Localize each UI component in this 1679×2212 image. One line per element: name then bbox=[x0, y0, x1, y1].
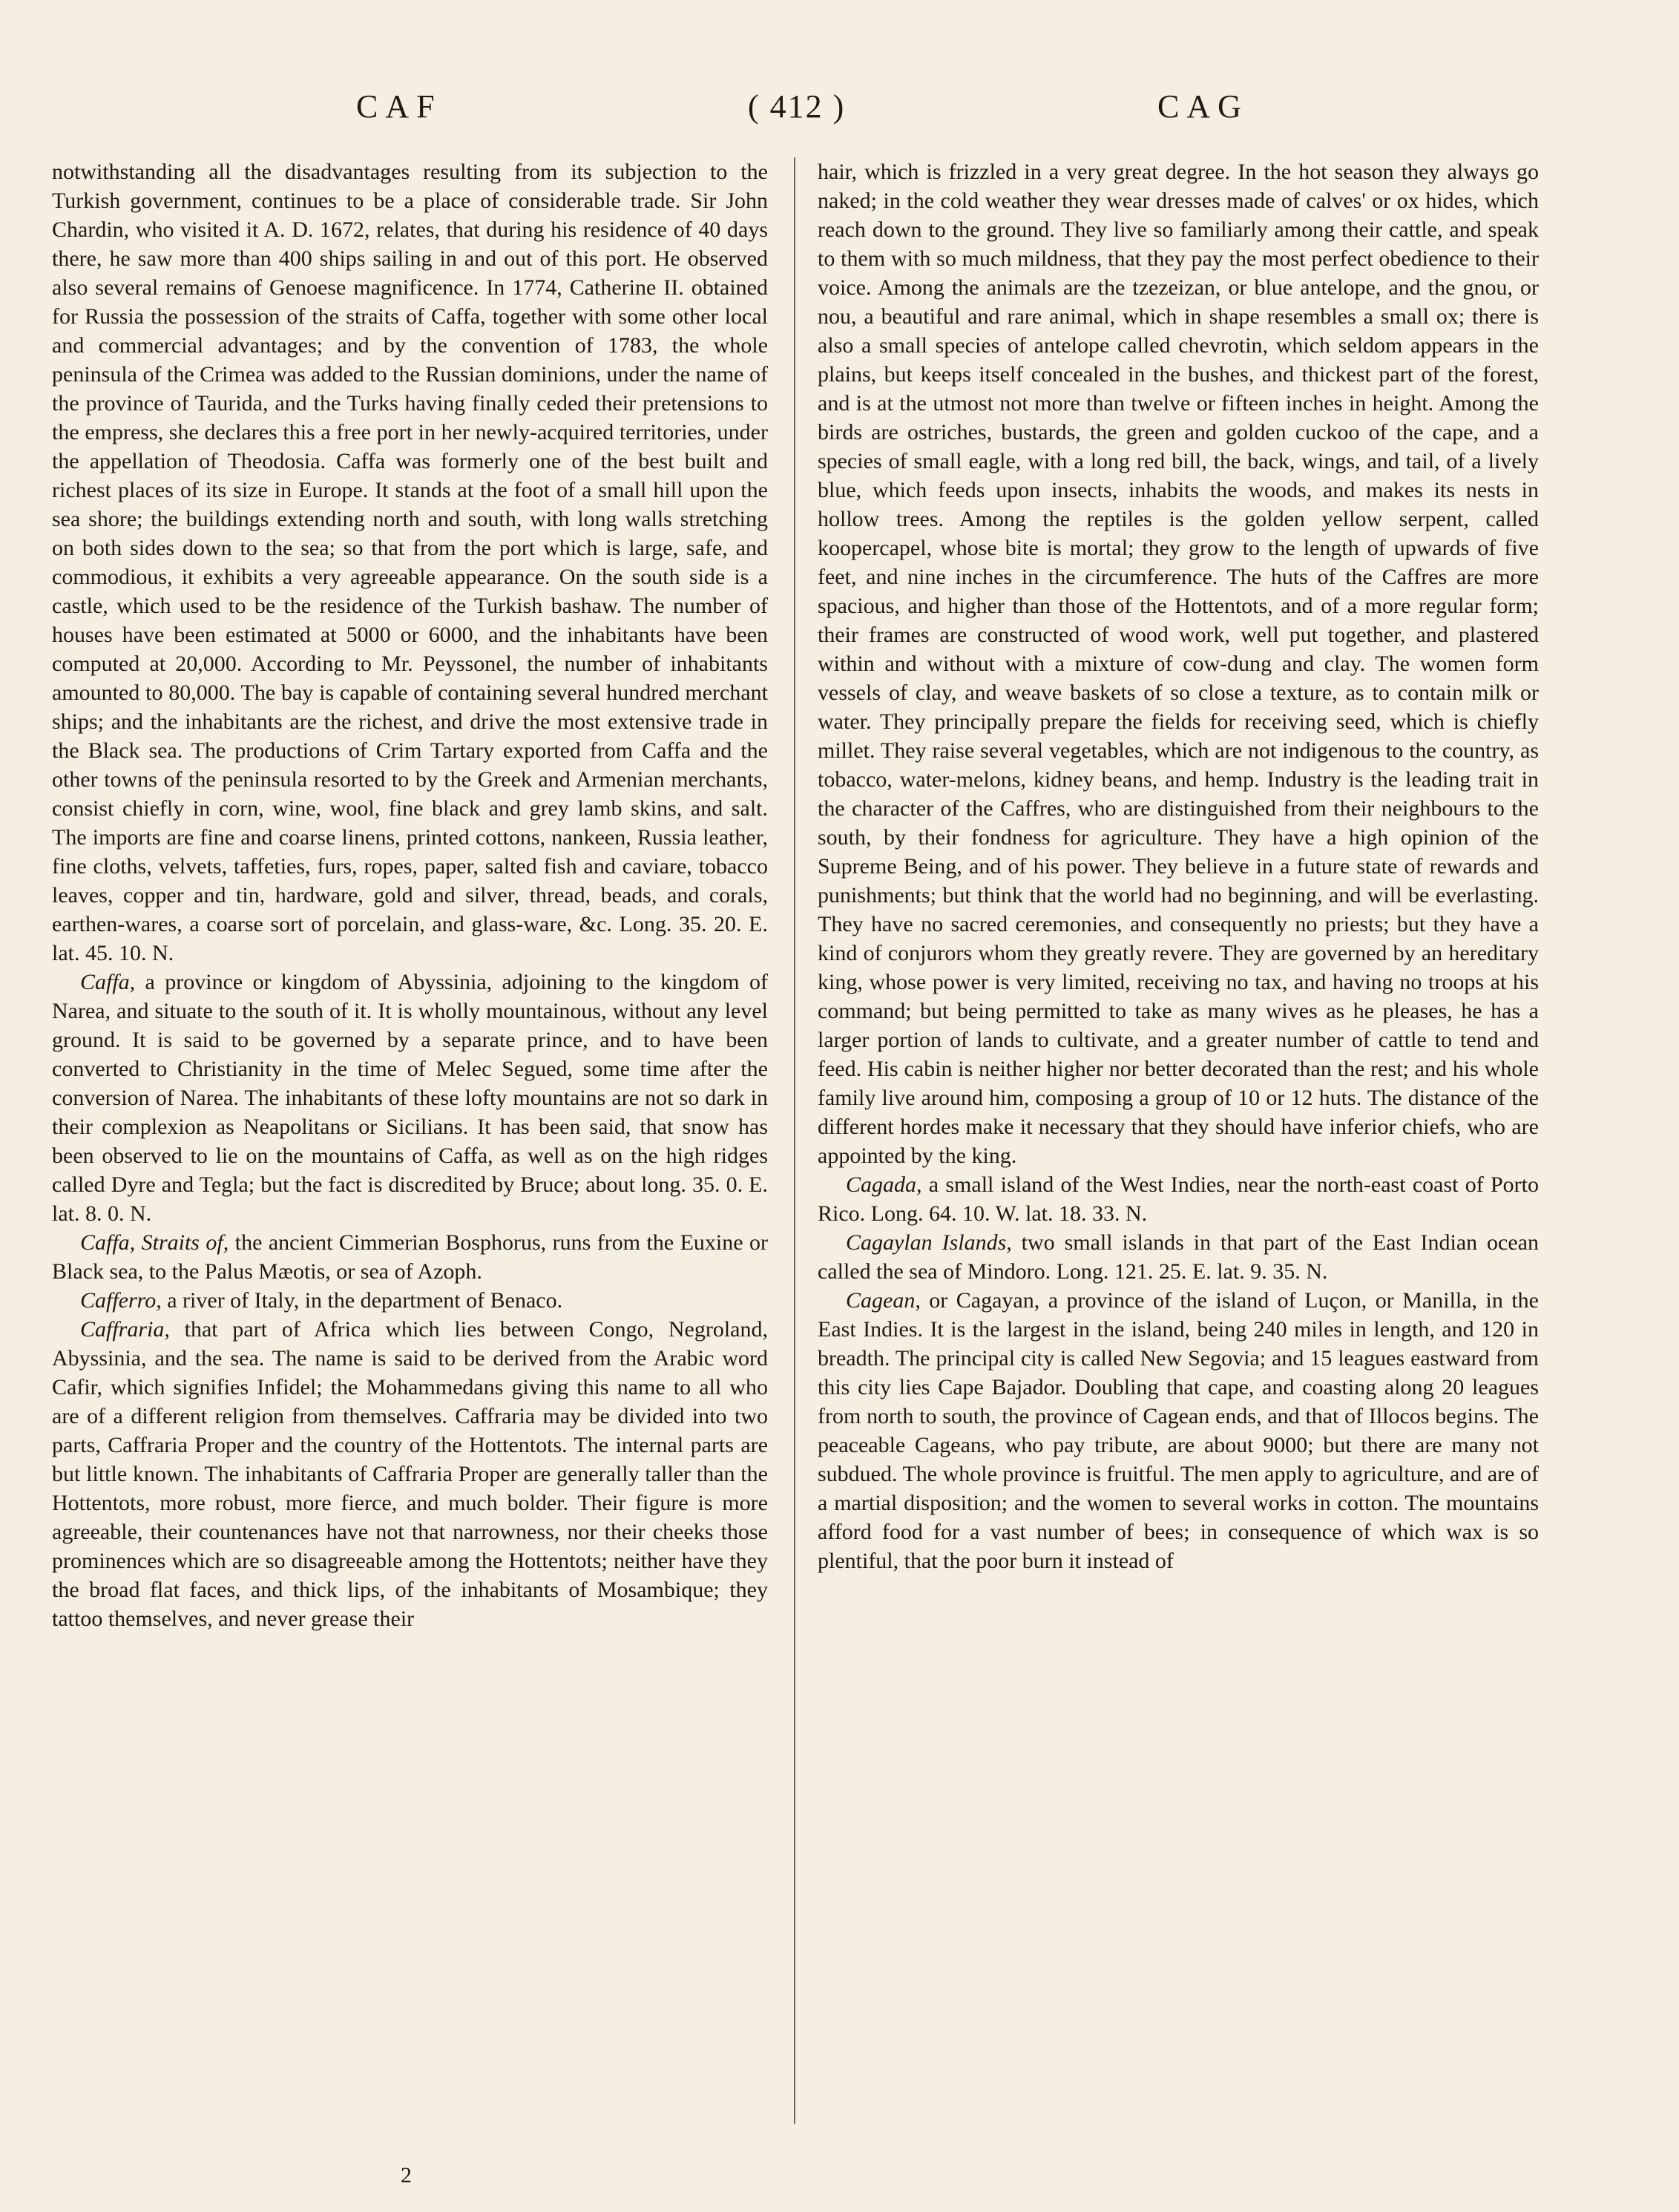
right-column bbox=[818, 157, 1539, 2146]
left-column bbox=[52, 157, 768, 2146]
entry-caffraria bbox=[52, 1315, 768, 1633]
entry-caffa-straits bbox=[52, 1228, 768, 1286]
running-header bbox=[0, 88, 1679, 132]
header-right-catchword: CAG bbox=[1157, 88, 1249, 125]
entry-text: the ancient Cimmerian Bosphorus, runs from the Euxine or Black sea, to the Palus Mæotis, or sea of Azoph. bbox=[52, 1230, 768, 1284]
page-number: ( 412 ) bbox=[748, 88, 846, 125]
entry-headword: Caffa, Straits of, bbox=[80, 1230, 229, 1255]
entry-headword: Caffa, bbox=[80, 970, 136, 994]
entry-cagada bbox=[818, 1170, 1539, 1228]
entry-headword: Caffraria, bbox=[80, 1317, 170, 1342]
entry-headword: Cafferro, bbox=[80, 1288, 162, 1313]
continued-entry-text: hair, which is frizzled in a very great degree. In the hot season they always go naked; in the cold weather they wear dresses made of calves' or ox hides, which reach down to the ground. They live so familiarly among their cattle, and speak to them with so much mildness, that they pay the most perfect obedience to their voice. Among the animals are the tzezeizan, or blue antelope, and the gnou, or nou, a beautiful and rare animal, which in shape resembles a small ox; there is also a small species of antelope called chevrotin, which seldom appears in the plains, but keeps itself concealed in the bushes, and thickest part of the forest, and is at the utmost not more than twelve or fifteen inches in height. Among the birds are ostriches, bustards, the green and golden cuckoo of the cape, and a species of small eagle, with a long red bill, the back, wings, and tail, of a lively blue, which feeds upon insects, inhabits the woods, and makes its nests in hollow trees. Among the reptiles is the golden yellow serpent, called koopercapel, whose bite is mortal; they grow to the length of upwards of five feet, and nine inches in the circumference. The huts of the Caffres are more spacious, and higher than those of the Hottentots, and of a more regular form; their frames are constructed of wood work, well put together, and plastered within and without with a mixture of cow-dung and clay. The women form vessels of clay, and weave baskets of so close a texture, as to contain milk or water. They principally prepare the fields for receiving seed, which is chiefly millet. They raise several vegetables, which are not indigenous to the country, as tobacco, water-melons, kidney beans, and hemp. Industry is the leading trait in the character of the Caffres, who are distinguished from their neighbours to the south, by their fondness for agriculture. They have a high opinion of the Supreme Being, and of his power. They believe in a future state of rewards and punishments; but think that the world had no beginning, and will be everlasting. They have no sacred ceremonies, and consequently no priests; but they have a kind of conjurors whom they greatly revere. They are governed by an hereditary king, whose power is very limited, receiving no tax, and having no troops at his command; but being permitted to take as many wives as he pleases, he has a larger portion of lands to cultivate, and a greater number of cattle to tend and feed. His cabin is neither higher nor better decorated than the rest; and his whole family live around him, composing a group of 10 or 12 huts. The distance of the different hordes make it necessary that they should have inferior chiefs, who are appointed by the king. bbox=[818, 160, 1539, 1168]
entry-text: a small island of the West Indies, near the north-east coast of Porto Rico. Long. 64. 10. W. lat. 18. 33. N. bbox=[818, 1172, 1539, 1226]
signature-mark: 2 bbox=[401, 2163, 412, 2188]
entry-text: that part of Africa which lies between Congo, Negroland, Abyssinia, and the sea. The name is said to be derived from the Arabic word Cafir, which signifies Infidel; the Mohammedans giving this name to all who are of a different religion from themselves. Caffraria may be divided into two parts, Caffraria Proper and the country of the Hottentots. The internal parts are but little known. The inhabitants of Caffraria Proper are generally taller than the Hottentots, more robust, more fierce, and much bolder. Their figure is more agreeable, their countenances have not that narrowness, nor their cheeks those prominences which are so disagreeable among the Hottentots; neither have they the broad flat faces, and thick lips, of the inhabitants of Mosambique; they tattoo themselves, and never grease their bbox=[52, 1317, 768, 1631]
entry-text: a province or kingdom of Abyssinia, adjoining to the kingdom of Narea, and situate to the south of it. It is wholly mountainous, without any level ground. It is said to be governed by a separate prince, and to have been converted to Christianity in the time of Melec Segued, some time after the conversion of Narea. The inhabitants of these lofty mountains are not so dark in their complexion as Neapolitans or Sicilians. It has been said, that snow has been observed to lie on the mountains of Caffa, as well as on the high ridges called Dyre and Tegla; but the fact is discredited by Bruce; about long. 35. 0. E. lat. 8. 0. N. bbox=[52, 970, 768, 1226]
column-divider bbox=[794, 157, 795, 2124]
entry-cafferro bbox=[52, 1286, 768, 1315]
header-left-catchword: CAF bbox=[356, 88, 442, 125]
entry-headword: Cagaylan Islands, bbox=[846, 1230, 1012, 1255]
entry-cagean bbox=[818, 1286, 1539, 1575]
entry-headword: Cagean, bbox=[846, 1288, 921, 1313]
entry-headword: Cagada, bbox=[846, 1172, 922, 1197]
entry-caffa-abyssinia bbox=[52, 968, 768, 1228]
entry-text: or Cagayan, a province of the island of Luçon, or Manilla, in the East Indies. It is the largest in the island, being 240 miles in length, and 120 in breadth. The principal city is called New Segovia; and 15 leagues eastward from this city lies Cape Bajador. Doubling that cape, and coasting along 20 leagues from north to south, the province of Cagean ends, and that of Illocos begins. The peaceable Cageans, who pay tribute, are about 9000; but there are many not subdued. The whole province is fruitful. The men apply to agriculture, and are of a martial disposition; and the women to several works in cotton. The mountains afford food for a vast number of bees; in consequence of which wax is so plentiful, that the poor burn it instead of bbox=[818, 1288, 1539, 1573]
entry-cagaylan-islands bbox=[818, 1228, 1539, 1286]
entry-text: a river of Italy, in the department of Benaco. bbox=[161, 1288, 563, 1313]
continued-entry-text: notwithstanding all the disadvantages resulting from its subjection to the Turkish government, continues to be a place of considerable trade. Sir John Chardin, who visited it A. D. 1672, relates, that during his residence of 40 days there, he saw more than 400 ships sailing in and out of this port. He observed also several remains of Genoese magnificence. In 1774, Catherine II. obtained for Russia the possession of the straits of Caffa, together with some other local and commercial advantages; and by the convention of 1783, the whole peninsula of the Crimea was added to the Russian dominions, under the name of the province of Taurida, and the Turks having finally ceded their pretensions to the empress, she declares this a free port in her newly-acquired territories, under the appellation of Theodosia. Caffa was formerly one of the best built and richest places of its size in Europe. It stands at the foot of a small hill upon the sea shore; the buildings extending north and south, with long walls stretching on both sides down to the sea; so that from the port which is large, safe, and commodious, it exhibits a very agreeable appearance. On the south side is a castle, which used to be the residence of the Turkish bashaw. The number of houses have been estimated at 5000 or 6000, and the inhabitants have been computed at 20,000. According to Mr. Peyssonel, the number of inhabitants amounted to 80,000. The bay is capable of containing several hundred merchant ships; and the inhabitants are the richest, and drive the most extensive trade in the Black sea. The productions of Crim Tartary exported from Caffa and the other towns of the peninsula resorted to by the Greek and Armenian merchants, consist chiefly in corn, wine, wool, fine black and grey lamb skins, and salt. The imports are fine and coarse linens, printed cottons, nankeen, Russia leather, fine cloths, velvets, taffeties, furs, ropes, paper, salted fish and caviare, tobacco leaves, copper and tin, hardware, gold and silver, thread, beads, and corals, earthen-wares, a coarse sort of porcelain, and glass-ware, &c. Long. 35. 20. E. lat. 45. 10. N. bbox=[52, 160, 768, 965]
entry-text: two small islands in that part of the East Indian ocean called the sea of Mindoro. Long. 121. 25. E. lat. 9. 35. N. bbox=[818, 1230, 1539, 1284]
